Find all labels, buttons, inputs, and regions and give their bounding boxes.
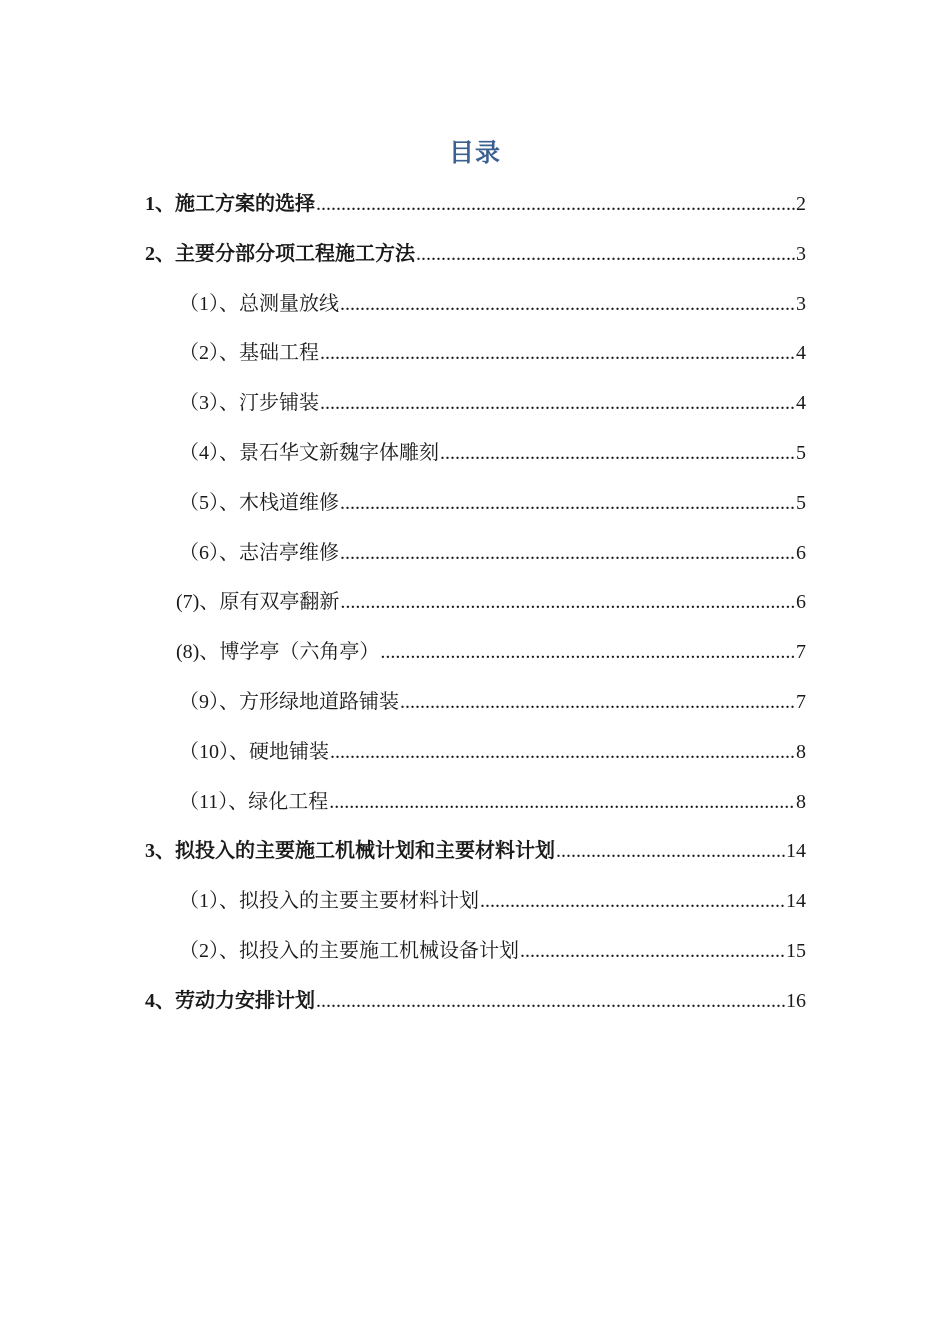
toc-entry[interactable] bbox=[145, 435, 806, 485]
toc-entry-page: 5 bbox=[796, 491, 806, 514]
toc-entry-page: 7 bbox=[796, 690, 806, 713]
toc-entry[interactable] bbox=[145, 584, 806, 634]
toc-entry[interactable] bbox=[145, 385, 806, 435]
toc-entry-label: （4）、景石华文新魏字体雕刻 bbox=[179, 441, 439, 464]
toc-entry-label: （10）、硬地铺装 bbox=[179, 740, 329, 763]
toc-entry[interactable] bbox=[145, 684, 806, 734]
toc-entry-label: (8)、博学亭（六角亭） bbox=[176, 641, 380, 664]
toc-leader-dots bbox=[340, 485, 795, 521]
toc-entry-label: （5）、木栈道维修 bbox=[179, 491, 339, 514]
toc-entry[interactable] bbox=[145, 286, 806, 336]
toc-entry-label: （3）、汀步铺装 bbox=[179, 392, 319, 415]
toc-entry[interactable] bbox=[145, 236, 806, 286]
toc-entry[interactable] bbox=[145, 186, 806, 236]
toc-leader-dots bbox=[340, 535, 795, 571]
toc-leader-dots bbox=[400, 684, 795, 720]
toc-entry-page: 6 bbox=[796, 541, 806, 564]
toc-entry-label: 4、劳动力安排计划 bbox=[145, 989, 315, 1012]
toc-entry-page: 7 bbox=[796, 641, 806, 664]
toc-entry-page: 8 bbox=[796, 740, 806, 763]
toc-title: 目录 bbox=[448, 140, 501, 167]
toc-list bbox=[145, 186, 806, 1033]
toc-leader-dots bbox=[316, 983, 785, 1019]
toc-leader-dots bbox=[440, 435, 795, 471]
toc-entry[interactable] bbox=[145, 833, 806, 883]
toc-leader-dots bbox=[320, 335, 795, 371]
toc-entry[interactable] bbox=[145, 634, 806, 684]
toc-entry[interactable] bbox=[145, 983, 806, 1033]
toc-entry[interactable] bbox=[145, 784, 806, 834]
toc-entry-page: 14 bbox=[786, 890, 806, 913]
toc-entry[interactable] bbox=[145, 485, 806, 535]
toc-entry[interactable] bbox=[145, 933, 806, 983]
toc-entry-page: 2 bbox=[796, 193, 806, 215]
toc-leader-dots bbox=[556, 833, 785, 869]
toc-entry-label: （2）、基础工程 bbox=[179, 342, 319, 365]
toc-entry-label: 3、拟投入的主要施工机械计划和主要材料计划 bbox=[145, 840, 555, 863]
toc-entry-page: 15 bbox=[786, 939, 806, 962]
toc-entry-page: 4 bbox=[796, 342, 806, 365]
toc-leader-dots bbox=[316, 186, 795, 222]
toc-entry-page: 5 bbox=[796, 441, 806, 464]
toc-leader-dots bbox=[480, 883, 785, 919]
toc-entry-label: （1）、总测量放线 bbox=[179, 292, 339, 315]
toc-leader-dots bbox=[520, 933, 785, 969]
toc-leader-dots bbox=[340, 286, 795, 322]
toc-leader-dots bbox=[380, 634, 795, 670]
toc-entry[interactable] bbox=[145, 734, 806, 784]
toc-entry-page: 14 bbox=[786, 840, 806, 863]
toc-entry-label: 2、主要分部分项工程施工方法 bbox=[145, 242, 415, 265]
toc-entry[interactable] bbox=[145, 335, 806, 385]
toc-leader-dots bbox=[330, 734, 795, 770]
toc-entry[interactable] bbox=[145, 883, 806, 933]
toc-leader-dots bbox=[340, 584, 795, 620]
toc-entry-label: 1、施工方案的选择 bbox=[145, 193, 315, 215]
toc-entry-label: （2）、拟投入的主要施工机械设备计划 bbox=[179, 939, 519, 962]
toc-entry[interactable] bbox=[145, 535, 806, 585]
toc-leader-dots bbox=[329, 784, 795, 820]
toc-entry-page: 3 bbox=[796, 242, 806, 265]
toc-entry-label: （6）、志洁亭维修 bbox=[179, 541, 339, 564]
toc-entry-page: 6 bbox=[796, 591, 806, 614]
toc-leader-dots bbox=[320, 385, 795, 421]
toc-entry-page: 4 bbox=[796, 392, 806, 415]
toc-entry-label: （9）、方形绿地道路铺装 bbox=[179, 690, 399, 713]
toc-entry-label: （1）、拟投入的主要主要材料计划 bbox=[179, 890, 479, 913]
toc-entry-page: 8 bbox=[796, 790, 806, 813]
toc-leader-dots bbox=[416, 236, 795, 272]
toc-entry-label: (7)、原有双亭翻新 bbox=[176, 591, 340, 614]
toc-entry-label: （11）、绿化工程 bbox=[179, 790, 329, 813]
toc-entry-page: 3 bbox=[796, 292, 806, 315]
toc-entry-page: 16 bbox=[786, 989, 806, 1012]
